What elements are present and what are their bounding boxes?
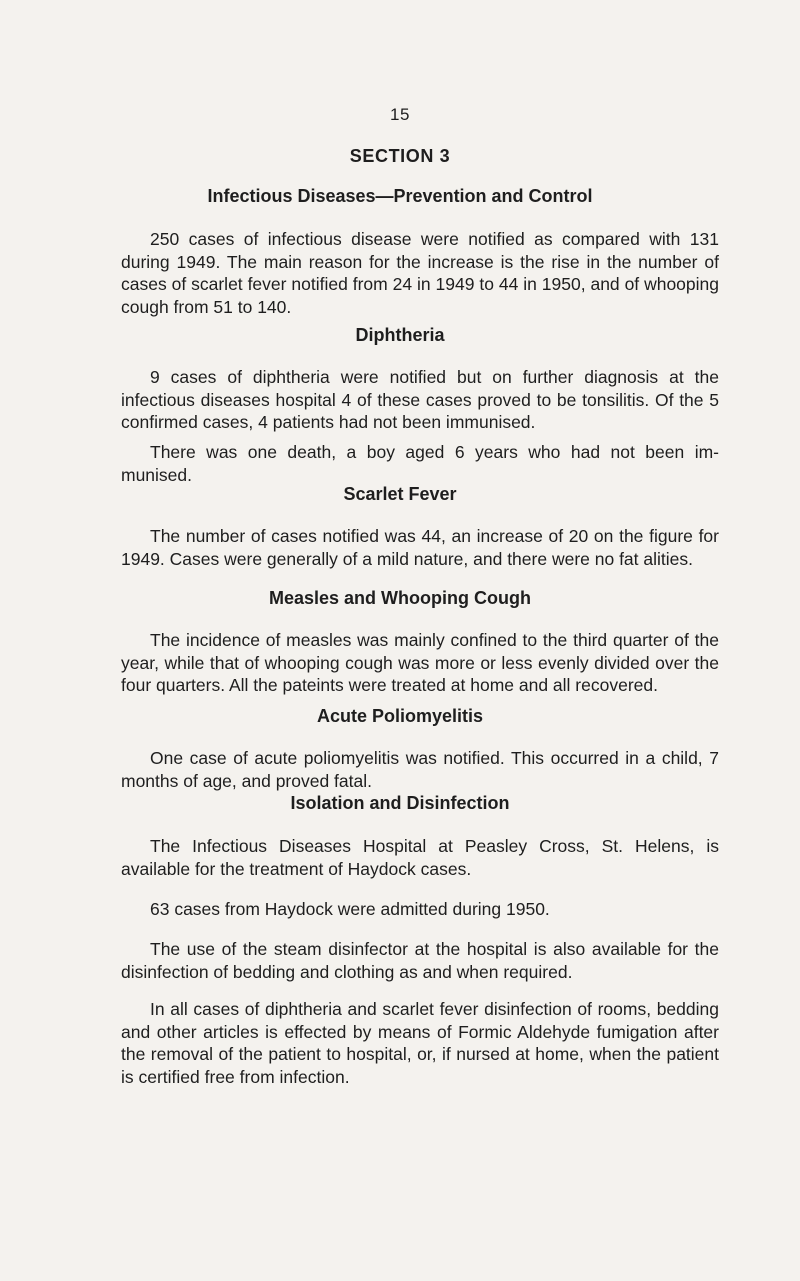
polio-heading: Acute Poliomyelitis bbox=[316, 706, 484, 726]
scarlet-fever-paragraph bbox=[121, 525, 719, 570]
isolation-text-4: In all cases of diphtheria and scarlet fever disinfection of rooms, bedding and other articles is effected by means of Formic Aldehyde fumigation after the removal of the patient to hospital, or, if nursed at home, when the patient is certified free from infection. bbox=[121, 999, 719, 1087]
diphtheria-text-1: 9 cases of diphtheria were notified but on further diagnosis at the infectious diseases hospital 4 of these cases proved to be tonsilitis. Of the 5 confirmed cases, 4 patients had not been immunised. bbox=[121, 367, 719, 432]
main-heading: Infectious Diseases—Prevention and Control bbox=[207, 186, 593, 206]
isolation-paragraph-1 bbox=[121, 835, 719, 880]
scarlet-fever-heading: Scarlet Fever bbox=[343, 484, 457, 504]
measles-heading: Measles and Whooping Cough bbox=[269, 588, 531, 608]
page-number: 15 bbox=[390, 105, 410, 124]
diphtheria-paragraph-1 bbox=[121, 366, 719, 434]
intro-paragraph bbox=[121, 228, 719, 318]
isolation-text-3: The use of the steam disinfector at the hospital is also available for the disinfection of bedding and clothing as and when required. bbox=[121, 939, 719, 982]
measles-paragraph bbox=[121, 629, 719, 697]
section-title: SECTION 3 bbox=[349, 146, 451, 166]
polio-paragraph bbox=[121, 747, 719, 792]
isolation-heading: Isolation and Disinfection bbox=[290, 793, 510, 813]
polio-text: One case of acute poliomyelitis was notified. This occurred in a child, 7 months of age, and proved fatal. bbox=[121, 748, 719, 791]
diphtheria-heading: Diphtheria bbox=[355, 325, 445, 345]
isolation-text-2: 63 cases from Haydock were admitted during 1950. bbox=[150, 899, 550, 919]
measles-text: The incidence of measles was mainly confined to the third quarter of the year, while that of whooping cough was more or less evenly divided over the four quarters. All the pateints were treated at home and all recovered. bbox=[121, 630, 719, 695]
diphtheria-text-2: There was one death, a boy aged 6 years who had not been im- munised. bbox=[121, 442, 719, 485]
diphtheria-paragraph-2 bbox=[121, 441, 719, 486]
isolation-paragraph-3 bbox=[121, 938, 719, 983]
isolation-paragraph-2 bbox=[121, 898, 719, 921]
isolation-text-1: The Infectious Diseases Hospital at Peasley Cross, St. Helens, is available for the treatment of Haydock cases. bbox=[121, 836, 719, 879]
scarlet-fever-text: The number of cases notified was 44, an increase of 20 on the figure for 1949. Cases were generally of a mild nature, and there were no fat alities. bbox=[121, 526, 719, 569]
isolation-paragraph-4 bbox=[121, 998, 719, 1088]
intro-text: 250 cases of infectious disease were notified as compared with 131 during 1949. The main reason for the increase is the rise in the number of cases of scarlet fever notified from 24 in 1949 to 44 in 1950, and of whooping cough from 51 to 140. bbox=[121, 229, 719, 317]
